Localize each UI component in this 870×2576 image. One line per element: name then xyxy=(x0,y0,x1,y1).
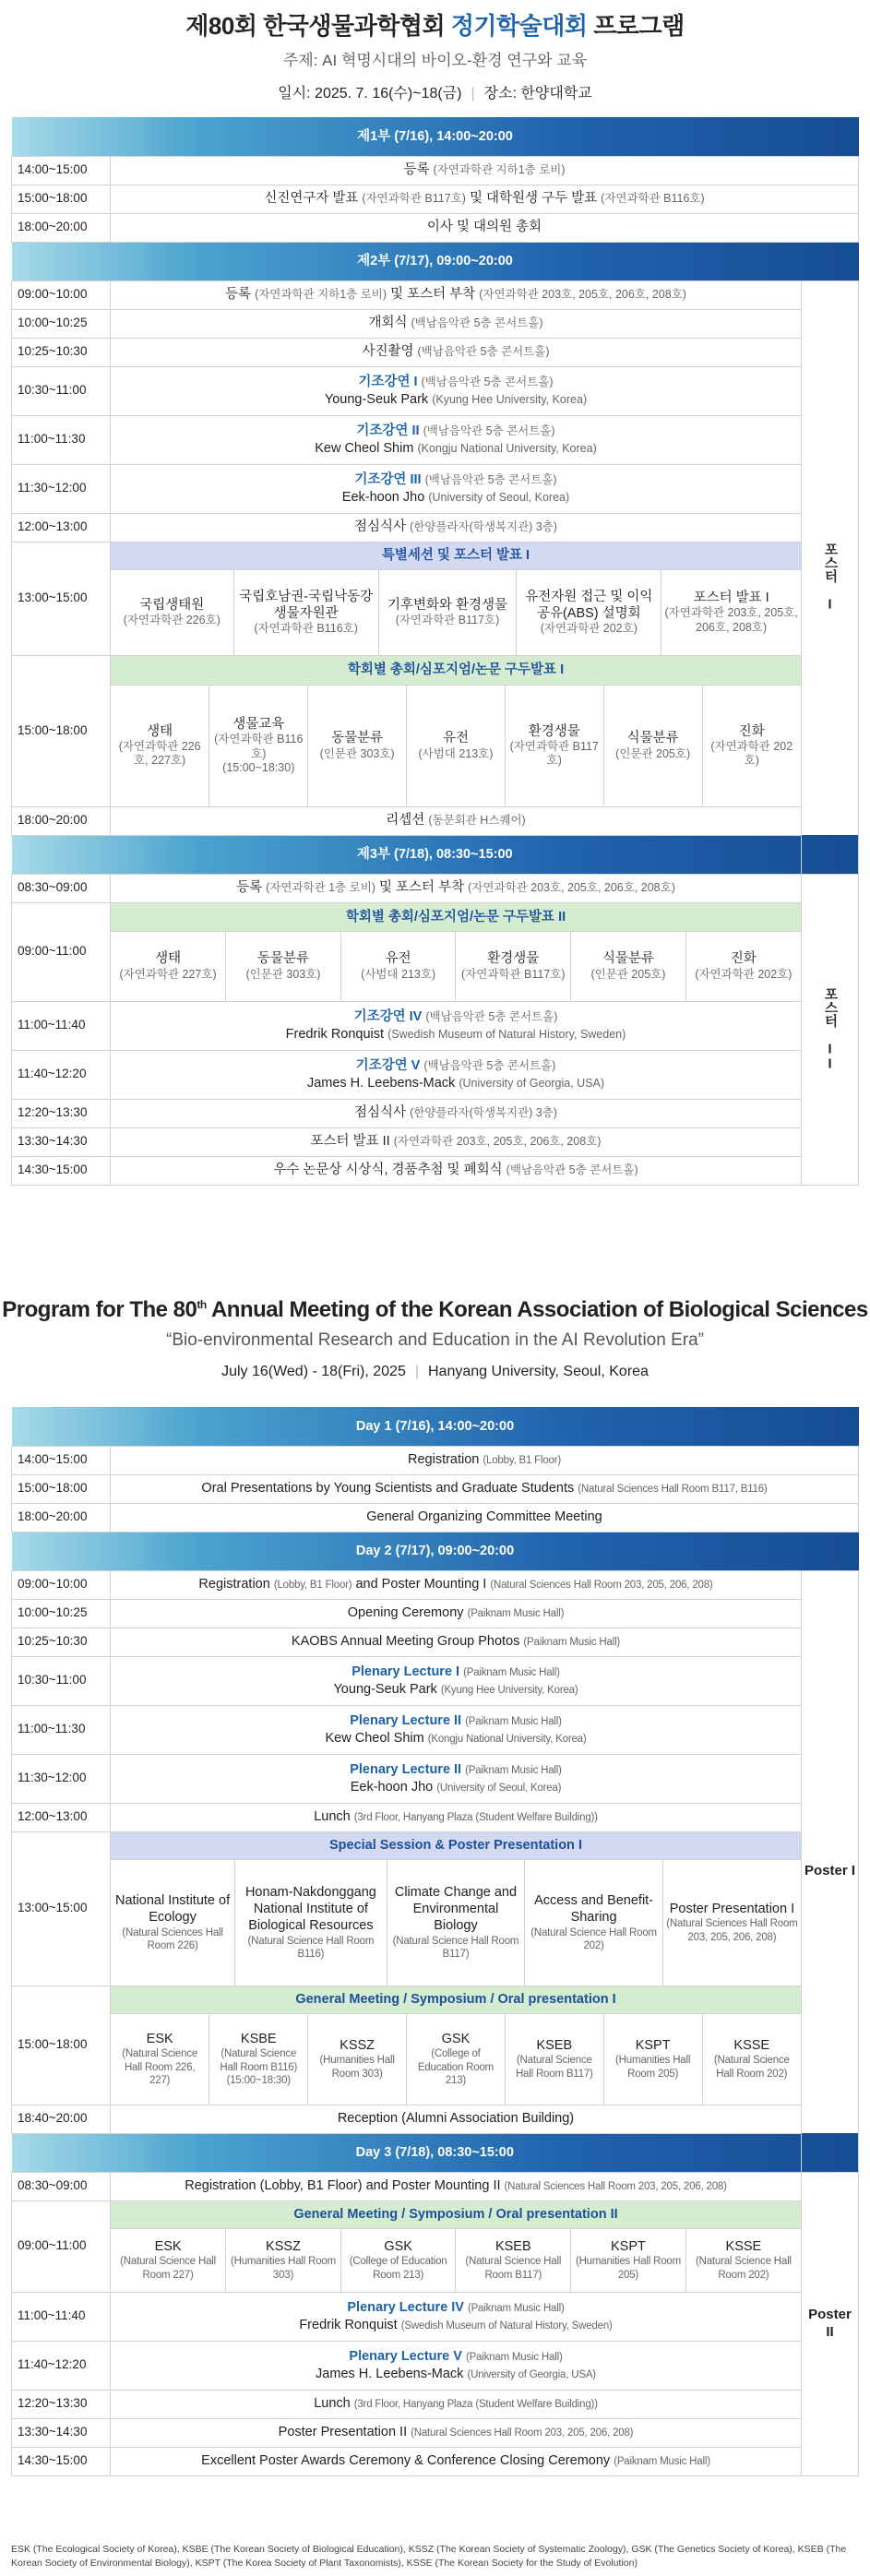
poster-1-side-label: 포스터 I xyxy=(801,280,858,874)
english-header xyxy=(0,1297,870,1380)
en-poster-1-side-label: Poster I xyxy=(801,1570,858,2172)
english-title: Program for The 80th Annual Meeting of the Korean Association of Biological Sciences xyxy=(2,1297,868,1322)
general-meeting-grid-1: 학회별 총회/심포지엄/논문 구두발표 I 생태 (자연과학관 226호, 227호) 생물교육 (자연과학관 B116호) (15:00~18:30) 동물분류 (인문관 303호) 유전 (사범대 213호) 환경생물 (자연과학관 B117호) 식물분류 (인문관 205호) 진화 (자연과학관 202호) xyxy=(111,656,801,806)
day1-band: 제1부 (7/16), 14:00~20:00 xyxy=(12,117,859,156)
en-poster-2-side-label: Poster II xyxy=(801,2172,858,2475)
en-day1-band: Day 1 (7/16), 14:00~20:00 xyxy=(12,1407,859,1446)
korean-title: 제80회 한국생물과학협회 정기학술대회 프로그램 xyxy=(185,12,685,40)
day2-band: 제2부 (7/17), 09:00~20:00 xyxy=(12,242,859,280)
day3-band: 제3부 (7/18), 08:30~15:00 xyxy=(12,835,859,874)
korean-subtitle: 주제: AI 혁명시대의 바이오-환경 연구와 교육 xyxy=(282,52,588,69)
en-general-meeting-grid-2: General Meeting / Symposium / Oral presentation II ESK (Natural Science Hall Room 227) KSSZ (Humanities Hall Room 303) GSK (College of Education Room 213) KSEB (Natural Science Hall Room B117) KSPT (Humanities Hall Room 205) KSSE (Natural Science Hall Room 202) xyxy=(111,2201,801,2292)
special-session-grid: 특별세션 및 포스터 발표 I 국립생태원 (자연과학관 226호) 국립호남권-국립낙동강생물자원관 (자연과학관 B116호) 기후변화와 환경생물 (자연과학관 B117호) 유전자원 접근 및 이익공유(ABS) 설명회 (자연과학관 202호) 포스터 발표 I (자연과학관 203호, 205호, 206호, 208호) xyxy=(111,543,801,655)
en-special-session-grid: Special Session & Poster Presentation I National Institute of Ecology (Natural Sciences Hall Room 226) Honam-Nakdonggang National Institute of Biological Resources (Natural Science Hall Room B116) Climate Change and Environmental Biology (Natural Science Hall Room B117) Access and Benefit-Sharing (Natural Science Hall Room 202) Poster Presentation I (Natural Sciences Hall Room 203, 205, 206, 208) xyxy=(111,1832,801,1986)
korean-program-table: 제1부 (7/16), 14:00~20:00 14:00~15:00 등록 (자연과학관 지하1층 로비) 15:00~18:00 신진연구자 발표 (자연과학관 B117호) 및 대학원생 구두 발표 (자연과학관 B116호) 18:00~20:00 이사 및 대의원 총회 제2부 (7/17), 09:00~20:00 09:00~10:00 등록 (자연과학관 지하1층 로비) 및 포스터 부착 (자연과학관 203호, 205호, 206호, 208호) 포스터 I 10:00~10:25 개회식 (백남음악관 5층 콘서트홀) 10:25~10:30 사진촬영 (백남음악관 5층 콘서트홀) 10:30~11:00 기조강연 I (백남음악관 5층 콘서트홀) Young-Seuk Park (Kyung Hee University, Korea) 11:00~11:30 기조강연 II (백남음악관 5층 콘서트홀) Kew Cheol Shim (Kongju National University, Korea) 11:30~12:00 기조강연 III (백남음악관 5층 콘서트홀) Eek-hoon Jho (University of Seoul, Korea) 12:00~13:00 점심식사 (한양플라자(학생복지관) 3층) 13:00~15:00 특별세션 및 포스터 발표 I 국립생태원 (자연과학관 226호) 국립호남권-국립낙동강생물자원관 (자연과학관 B116호) 기후변화와 환경생물 (자연과학관 B117호) 유전자원 접근 및 이익공유(ABS) 설명회 (자연과학관 202호) 포스터 발표 I (자연과학관 203호, 205호, 206호, 208호) 15:00~18:00 학회별 총회/심포지엄/논문 구두발표 I 생태 (자연과학관 226호, 227호) 생물교육 (자연과학관 B116호) (15:00~18:30) 동물분류 (인문관 303호) 유전 (사범대 213호) 환경생물 (자연과학관 B117호) 식물분류 (인문관 205호) 진화 (자연과학관 202호) 18:00~20:00 리셉션 (동문회관 H스퀘어) 제3부 (7/18), 08:30~15:00 08:30~09:00 등록 (자연과학관 1층 로비) 및 포스터 부착 (자연과학관 203호, 205호, 206호, 208호) 포스터 II 09:00~11:00 학회별 총회/심포지엄/논문 구두발표 II 생태 (자연과학관 227호) 동물분류 (인문관 303호) 유전 (사범대 213호) 환경생물 (자연과학관 B117호) 식물분류 (인문관 205호) 진화 (자연과학관 202호) 11:00~11:40 기조강연 IV (백남음악관 5층 콘서트홀) Fredrik Ronquist (Swedish Museum of Natural History, Sweden) 11:40~12:20 기조강연 V (백남음악관 5층 콘서트홀) James H. Leebens-Mack (University of Georgia, USA) 12:20~13:30 점심식사 (한양플라자(학생복지관) 3층) 13:30~14:30 포스터 발표 II (자연과학관 203호, 205호, 206호, 208호) 14:30~15:00 우수 논문상 시상식, 경품추첨 및 폐회식 (백남음악관 5층 콘서트홀) xyxy=(11,117,859,1186)
general-meeting-grid-2: 학회별 총회/심포지엄/논문 구두발표 II 생태 (자연과학관 227호) 동물분류 (인문관 303호) 유전 (사범대 213호) 환경생물 (자연과학관 B117호) 식물분류 (인문관 205호) 진화 (자연과학관 202호) xyxy=(111,903,801,1001)
poster-2-side-label: 포스터 II xyxy=(801,874,858,1185)
english-date-place: July 16(Wed) - 18(Fri), 2025 | Hanyang University, Seoul, Korea xyxy=(221,1364,649,1379)
en-day2-band: Day 2 (7/17), 09:00~20:00 xyxy=(12,1532,859,1570)
english-program-table: Day 1 (7/16), 14:00~20:00 14:00~15:00 Registration (Lobby, B1 Floor) 15:00~18:00 Oral Presentations by Young Scientists and Graduate Students (Natural Sciences Hall Room B117, B116) 18:00~20:00 General Organizing Committee Meeting Day 2 (7/17), 09:00~20:00 09:00~10:00 Registration (Lobby, B1 Floor) and Poster Mounting I (Natural Sciences Hall Room 203, 205, 206, 208) Poster I 10:00~10:25 Opening Ceremony (Paiknam Music Hall) 10:25~10:30 KAOBS Annual Meeting Group Photos (Paiknam Music Hall) 10:30~11:00 Plenary Lecture I (Paiknam Music Hall) Young-Seuk Park (Kyung Hee University, Korea) 11:00~11:30 Plenary Lecture II (Paiknam Music Hall) Kew Cheol Shim (Kongju National University, Korea) 11:30~12:00 Plenary Lecture II (Paiknam Music Hall) Eek-hoon Jho (University of Seoul, Korea) 12:00~13:00 Lunch (3rd Floor, Hanyang Plaza (Student Welfare Building)) 13:00~15:00 Special Session & Poster Presentation I National Institute of Ecology (Natural Sciences Hall Room 226) Honam-Nakdonggang National Institute of Biological Resources (Natural Science Hall Room B116) Climate Change and Environmental Biology (Natural Science Hall Room B117) Access and Benefit-Sharing (Natural Science Hall Room 202) Poster Presentation I (Natural Sciences Hall Room 203, 205, 206, 208) 15:00~18:00 General Meeting / Symposium / Oral presentation I ESK (Natural Science Hall Room 226, 227) KSBE (Natural Science Hall Room B116) (15:00~18:30) KSSZ (Humanities Hall Room 303) GSK (College of Education Room 213) KSEB (Natural Science Hall Room B117) KSPT (Humanities Hall Room 205) KSSE (Natural Science Hall Room 202) 18:40~20:00 Reception (Alumni Association Building) Day 3 (7/18), 08:30~15:00 08:30~09:00 Registration (Lobby, B1 Floor) and Poster Mounting II (Natural Sciences Hall Room 203, 205, 206, 208) Poster II 09:00~11:00 General Meeting / Symposium / Oral presentation II ESK (Natural Science Hall Room 227) KSSZ (Humanities Hall Room 303) GSK (College of Education Room 213) KSEB (Natural Science Hall Room B117) KSPT (Humanities Hall Room 205) KSSE (Natural Science Hall Room 202) 11:00~11:40 Plenary Lecture IV (Paiknam Music Hall) Fredrik Ronquist (Swedish Museum of Natural History, Sweden) 11:40~12:20 Plenary Lecture V (Paiknam Music Hall) James H. Leebens-Mack (University of Georgia, USA) 12:20~13:30 Lunch (3rd Floor, Hanyang Plaza (Student Welfare Building)) 13:30~14:30 Poster Presentation II (Natural Sciences Hall Room 203, 205, 206, 208) 14:30~15:00 Excellent Poster Awards Ceremony & Conference Closing Ceremony (Paiknam Music Hall) xyxy=(11,1407,859,2476)
korean-header xyxy=(0,7,870,102)
society-abbreviation-footnote: ESK (The Ecological Society of Korea), KSBE (The Korean Society of Biological Education), KSSZ (The Korean Society of Systematic Zoology), GSK (The Genetics Society of Korea), KSEB (The Korean Society of Environmental Biology), KSPT (The Korea Society of Plant Taxonomists), KSSE (The Korean Society for the Study of Evolution) xyxy=(11,2544,847,2569)
english-subtitle: “Bio-environmental Research and Education in the AI Revolution Era” xyxy=(166,1330,704,1350)
korean-date-place: 일시: 2025. 7. 16(수)~18(금) | 장소: 한양대학교 xyxy=(278,86,592,101)
en-general-meeting-grid-1: General Meeting / Symposium / Oral presentation I ESK (Natural Science Hall Room 226, 227) KSBE (Natural Science Hall Room B116) (15:00~18:30) KSSZ (Humanities Hall Room 303) GSK (College of Education Room 213) KSEB (Natural Science Hall Room B117) KSPT (Humanities Hall Room 205) KSSE (Natural Science Hall Room 202) xyxy=(111,1986,801,2105)
en-day3-band: Day 3 (7/18), 08:30~15:00 xyxy=(12,2133,859,2172)
